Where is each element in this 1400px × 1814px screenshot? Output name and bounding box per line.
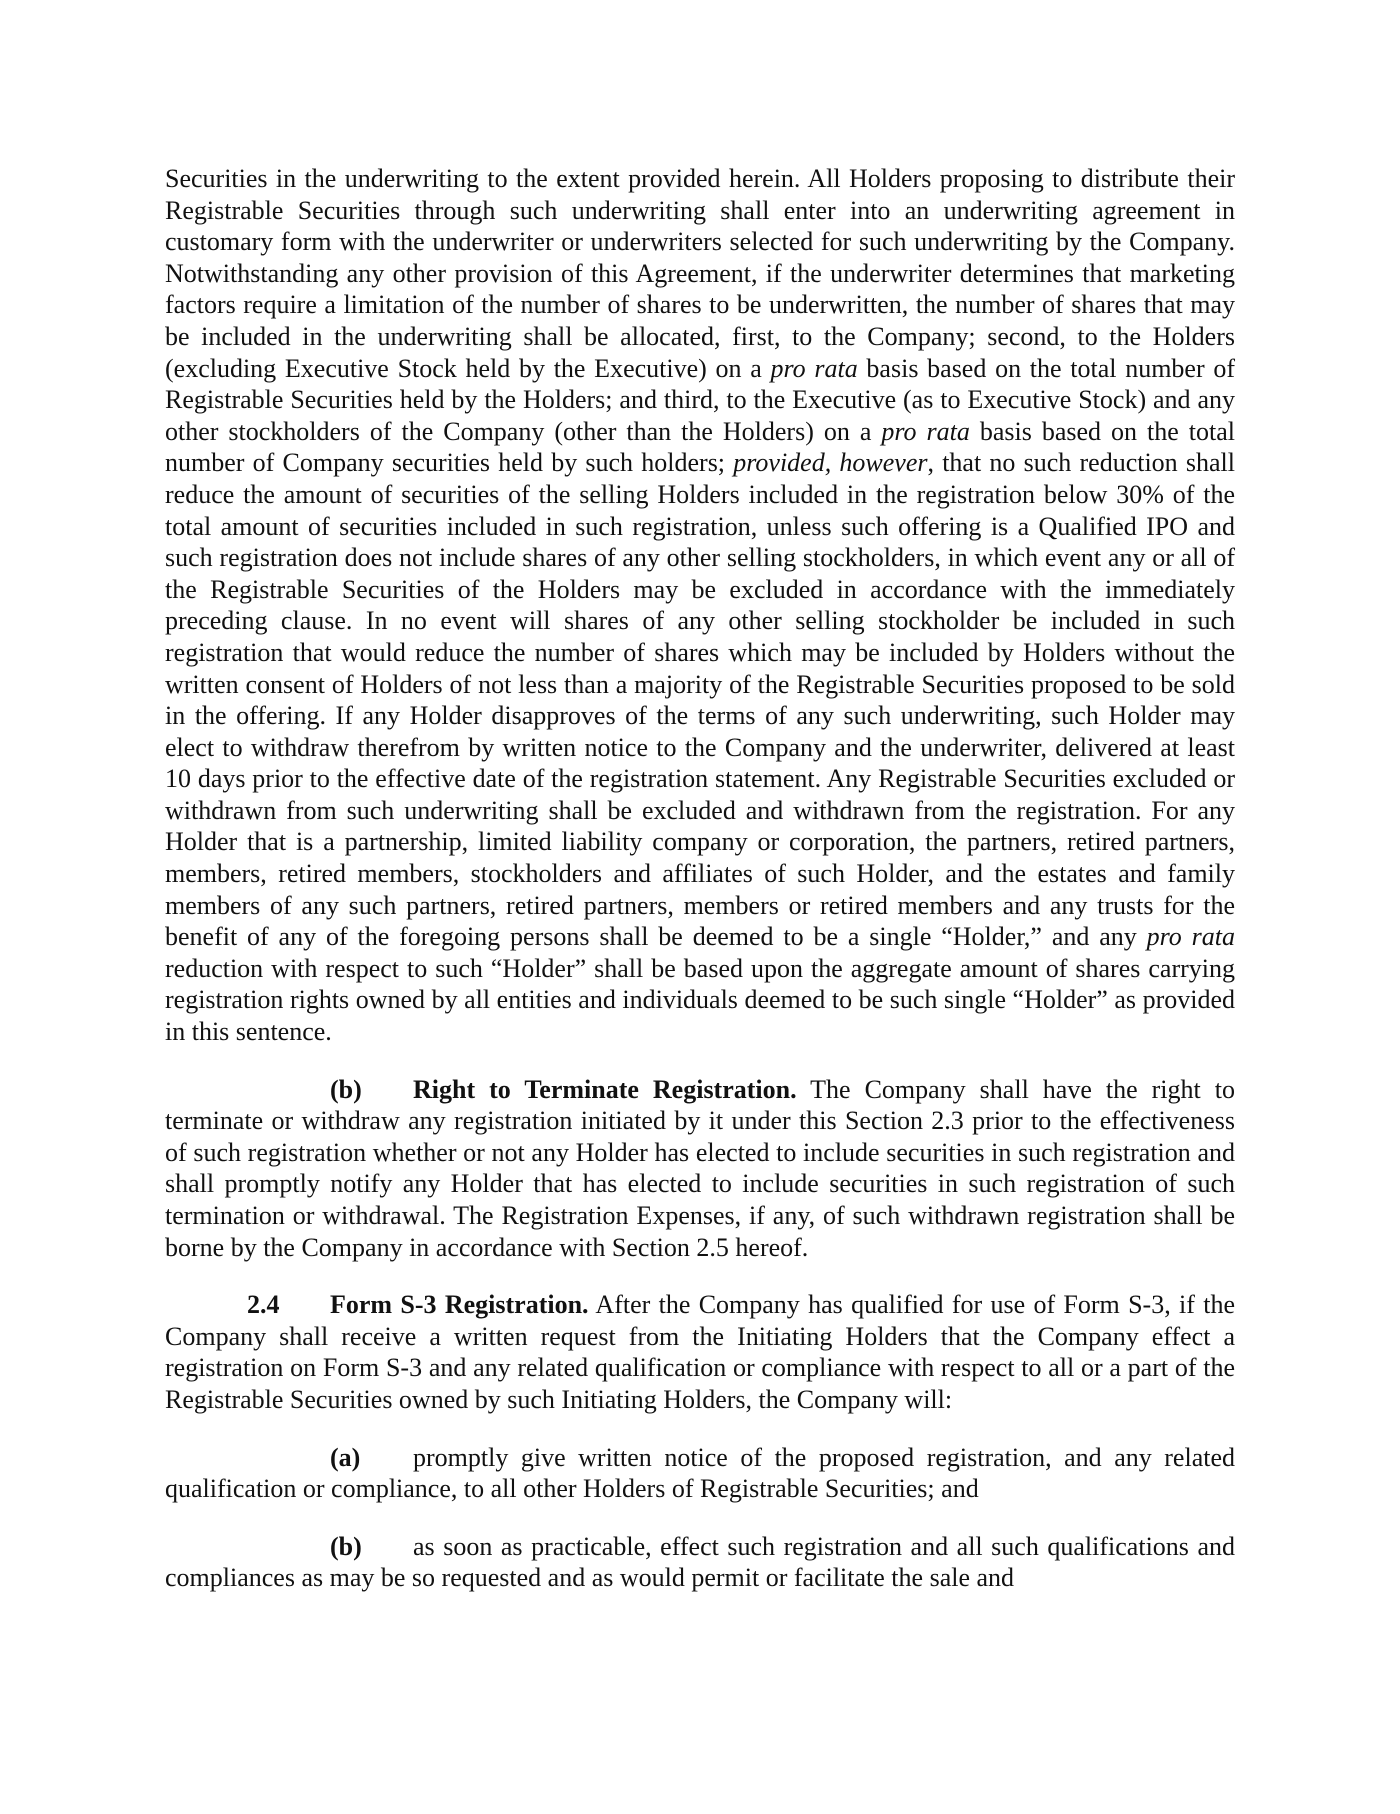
section-text: The Company shall have the right to terminate or withdraw any registration initiated by it under this Section 2.3 prior to the effectiveness of such registration whether or not any Holder has elected to include securities in such registration and shall promptly notify any Holder that has elected to include securities in such registration of such termination or withdrawal. The Registration Expenses, if any, of such withdrawn registration shall be borne by the Company in accordance with Section 2.5 hereof. bbox=[165, 1074, 1235, 1262]
paragraph-underwriting-allocation bbox=[165, 163, 1235, 1048]
subsection-number: (a) bbox=[330, 1442, 361, 1472]
subsection-effect-registration bbox=[165, 1531, 1235, 1594]
italic-term: pro rata bbox=[881, 416, 970, 446]
section-number: 2.4 bbox=[247, 1290, 280, 1320]
paragraph-text: , that no such reduction shall reduce the amount of securities of the selling Holders included in the registration below 30% of the total amount of securities included in such registration, unless such offering is a Qualified IPO and such registration does not include shares of any other selling stockholders, in which event any or all of the Registrable Securities of the Holders may be excluded in accordance with the immediately preceding clause. In no event will shares of any other selling stockholder be included in such registration that would reduce the number of shares which may be included by Holders without the written consent of Holders of not less than a majority of the Registrable Securities proposed to be sold in the offering. If any Holder disapproves of the terms of any such underwriting, such Holder may elect to withdraw therefrom by written notice to the Company and the underwriter, delivered at least 10 days prior to the effective date of the registration statement. Any Registrable Securities excluded or withdrawn from such underwriting shall be excluded and withdrawn from the registration. For any Holder that is a partnership, limited liability company or corporation, the partners, retired partners, members, retired members, stockholders and affiliates of such Holder, and the estates and family members of any such partners, retired partners, members or retired members and any trusts for the benefit of any of the foregoing persons shall be deemed to be a single “Holder,” and any bbox=[165, 448, 1235, 952]
document-page bbox=[165, 163, 1235, 1594]
paragraph-text: Securities in the underwriting to the extent provided herein. All Holders proposing to distribute their Registrable Securities through such underwriting shall enter into an underwriting agreement in customary form with the underwriter or underwriters selected for such underwriting by the Company. Notwithstanding any other provision of this Agreement, if the underwriter determines that marketing factors require a limitation of the number of shares to be underwritten, the number of shares that may be included in the underwriting shall be allocated, first, to the Company; second, to the Holders (excluding Executive Stock held by the Executive) on a bbox=[165, 164, 1235, 383]
paragraph-text: basis based on the total number of Registrable Securities held by the Holders; and third, to the Executive (as to Executive Stock) and any other stockholders of the Company (other than the Holders) on a bbox=[165, 353, 1235, 446]
italic-term: pro rata bbox=[770, 353, 858, 383]
italic-term: pro rata bbox=[1146, 922, 1235, 952]
paragraph-text: reduction with respect to such “Holder” shall be based upon the aggregate amount of shares carrying registration rights owned by all entities and individuals deemed to be such single “Holder” as provided in this sentence. bbox=[165, 953, 1235, 1047]
section-text: After the Company has qualified for use of Form S-3, if the Company shall receive a written request from the Initiating Holders that the Company effect a registration on Form S-3 and any related qualification or compliance with respect to all or a part of the Registrable Securities owned by such Initiating Holders, the Company will: bbox=[165, 1290, 1235, 1414]
section-number: (b) bbox=[330, 1074, 362, 1104]
paragraph-text: basis based on the total number of Company securities held by such holders; bbox=[165, 416, 1235, 478]
section-heading: Form S-3 Registration. bbox=[330, 1290, 589, 1320]
subsection-text: as soon as practicable, effect such registration and all such qualifications and compliances as may be so requested and as would permit or facilitate the sale and bbox=[165, 1531, 1235, 1593]
subsection-number: (b) bbox=[330, 1531, 362, 1561]
section-heading: Right to Terminate Registration. bbox=[413, 1074, 797, 1104]
section-right-to-terminate bbox=[165, 1074, 1235, 1264]
subsection-written-notice bbox=[165, 1442, 1235, 1505]
section-form-s3-registration bbox=[165, 1289, 1235, 1415]
italic-term: provided, however bbox=[733, 448, 928, 478]
subsection-text: promptly give written notice of the proposed registration, and any related qualification or compliance, to all other Holders of Registrable Securities; and bbox=[165, 1442, 1235, 1504]
